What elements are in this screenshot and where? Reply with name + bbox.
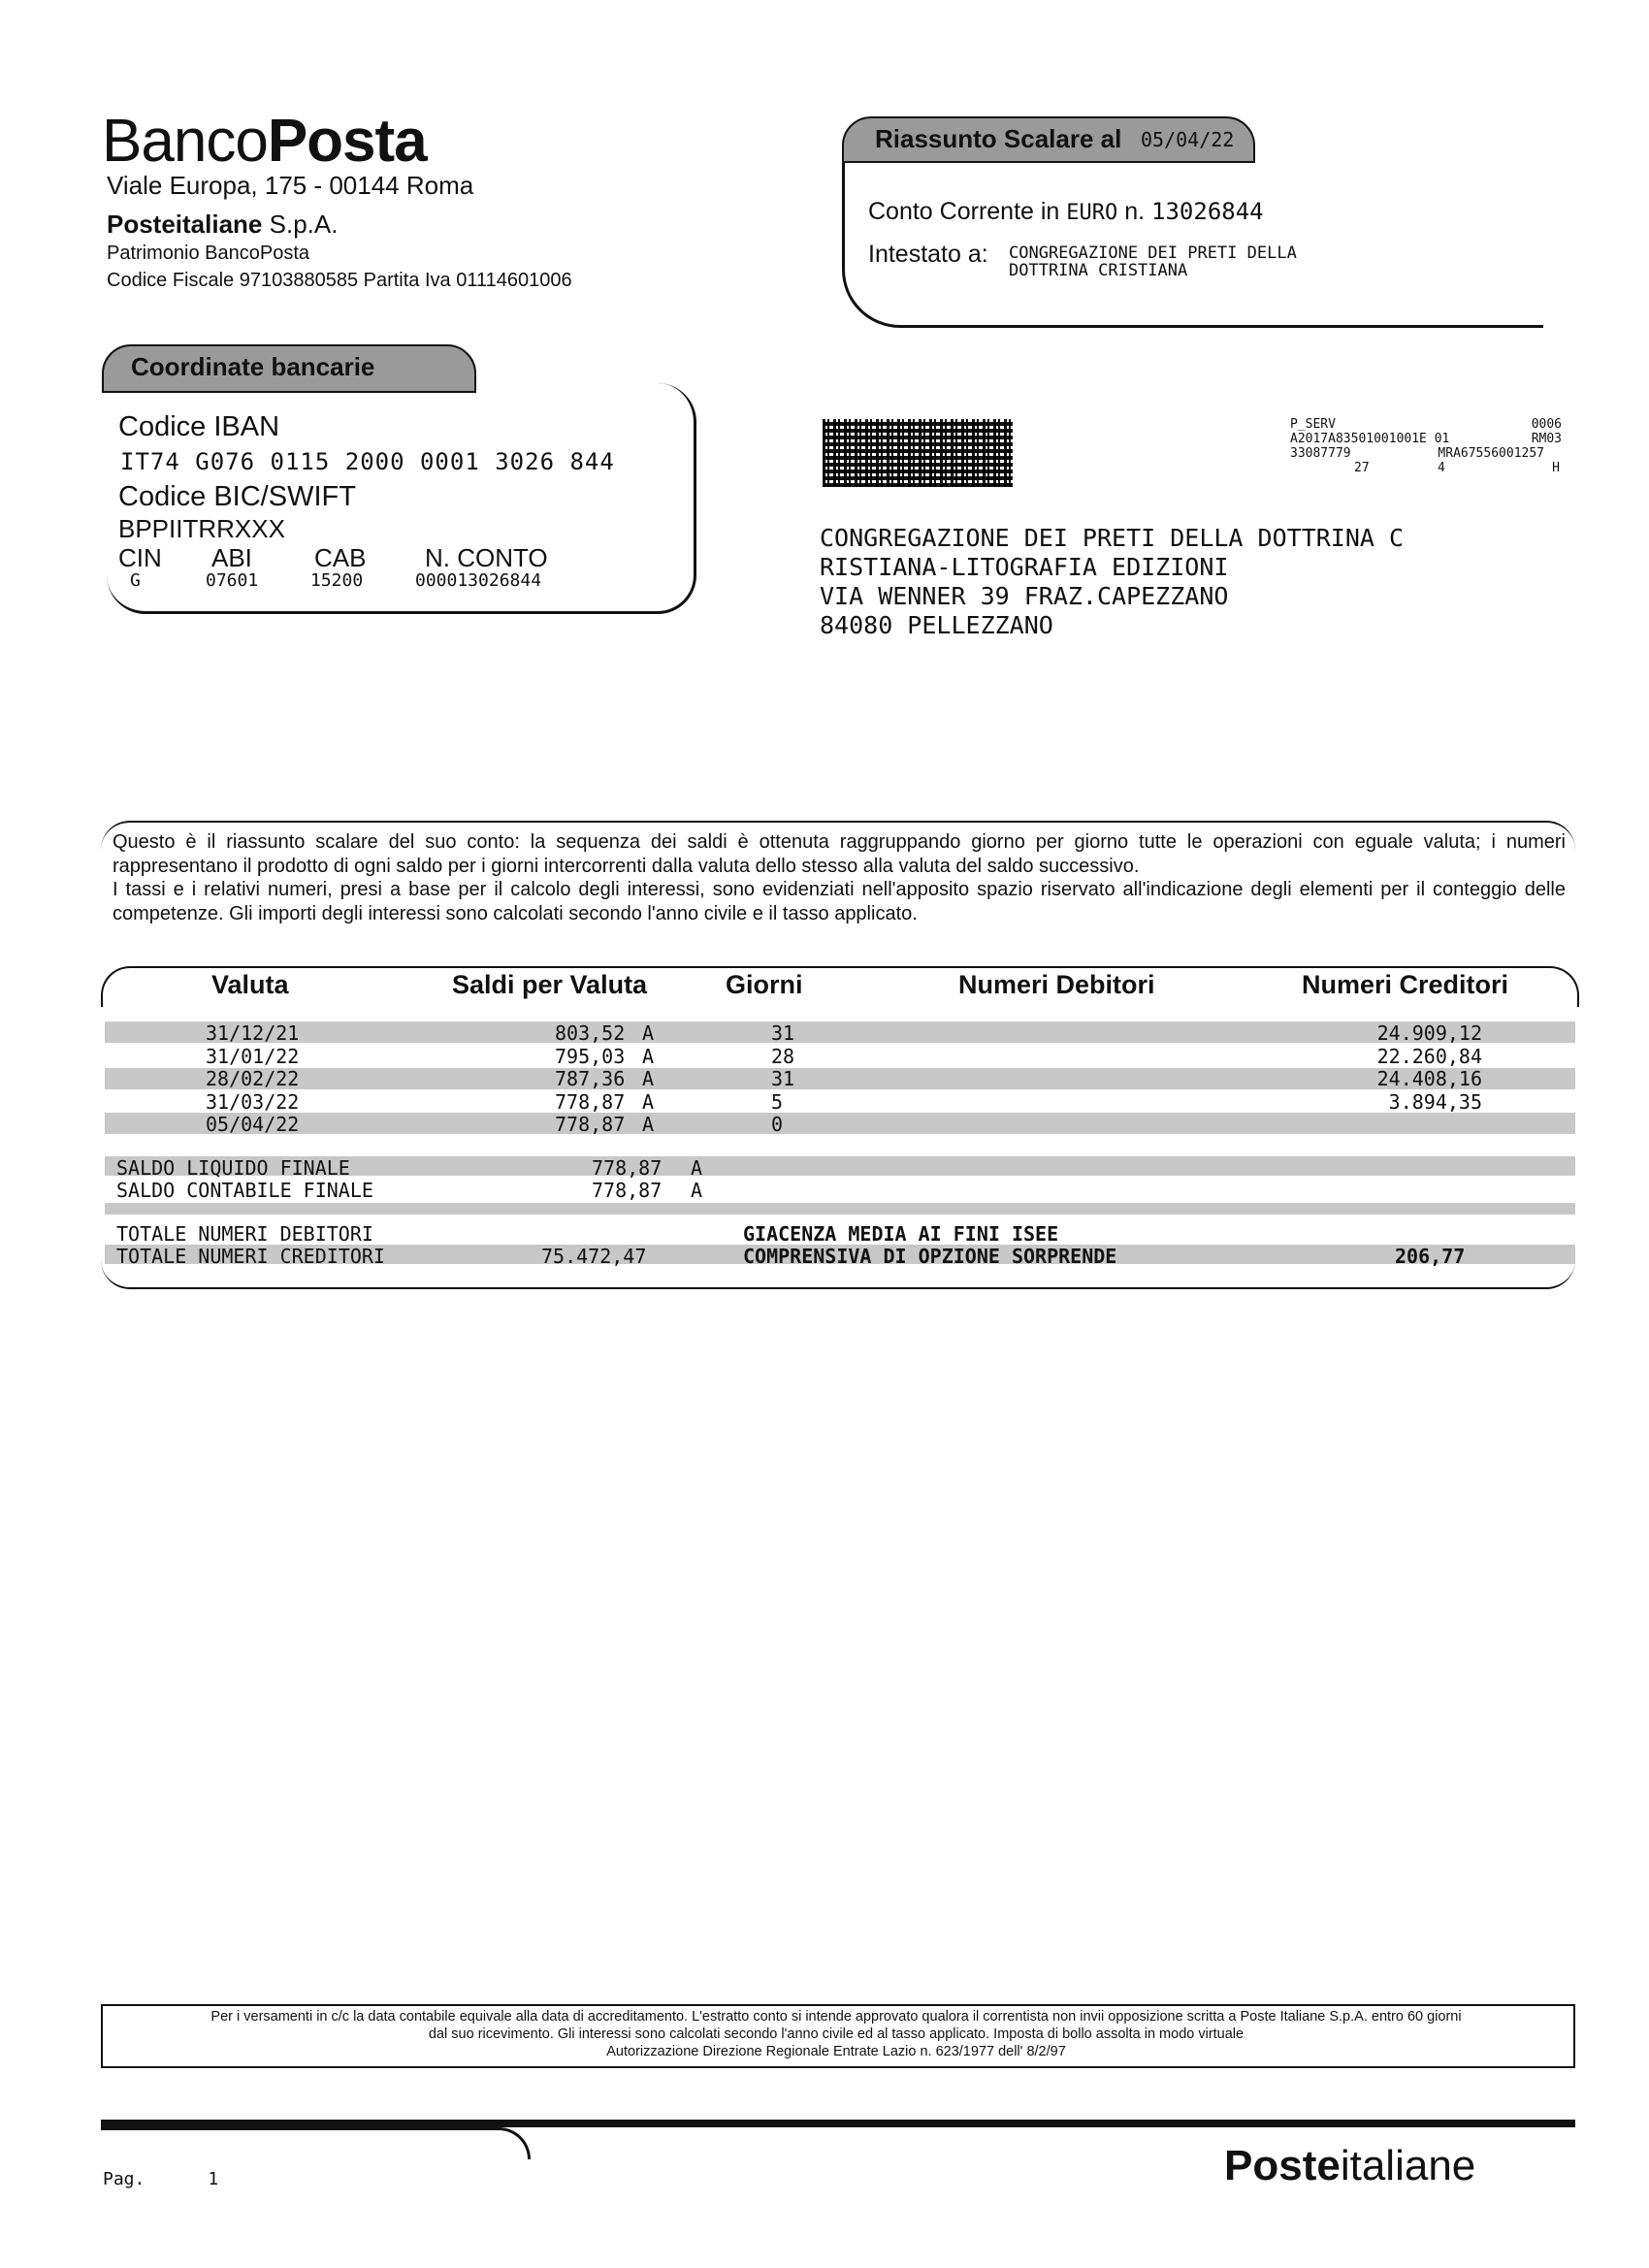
col-saldi: Saldi per Valuta bbox=[452, 970, 648, 999]
col-giorni: Giorni bbox=[726, 970, 803, 999]
iban-label: Codice IBAN bbox=[118, 411, 280, 442]
summary-tab bbox=[842, 116, 1255, 163]
col-valuta: Valuta bbox=[211, 970, 289, 999]
row-band bbox=[105, 1203, 1575, 1215]
cell-segno: A bbox=[642, 1044, 655, 1068]
cell-valuta: 31/01/22 bbox=[206, 1044, 300, 1068]
col-debitori: Numeri Debitori bbox=[958, 970, 1155, 999]
cell-saldo: 778,87 bbox=[555, 1089, 626, 1114]
service-codes: P_SERV 0006 A2017A83501001001E 01 RM03 33087779 MRA67556001257 27 4 H bbox=[1290, 417, 1562, 475]
coordinates-title: Coordinate bancarie bbox=[131, 352, 375, 381]
cell-giorni: 28 bbox=[771, 1044, 795, 1068]
recipient-address: CONGREGAZIONE DEI PRETI DELLA DOTTRINA C RISTIANA-LITOGRAFIA EDIZIONI VIA WENNER 39 FRAZ.CAPEZZANO 84080 PELLEZZANO bbox=[820, 524, 1405, 639]
cell-giorni: 31 bbox=[771, 1067, 795, 1090]
cab-label: CAB bbox=[314, 543, 367, 572]
conto-line: Conto Corrente in EURO n. 13026844 bbox=[868, 198, 1264, 225]
cell-segno: A bbox=[642, 1089, 655, 1114]
cell-giorni: 0 bbox=[771, 1113, 784, 1136]
footer-notice: Per i versamenti in c/c la data contabile equivale alla data di accreditamento. L'estratto conto si intende approvato qualora il correntista non invii opposizione scritta a Poste Italiane S.p.A. entro 60 giorni dal suo ricevimento. Gli interessi sono calcolati secondo l'anno civile ed al tasso applicato. Imposta di bollo assolta in modo virtuale Autorizzazione Direzione Regionale Entrate Lazio n. 623/1977 dell' 8/2/97 bbox=[210, 2009, 1462, 2059]
fiscal-code: Codice Fiscale 97103880585 Partita Iva 01114601006 bbox=[107, 270, 572, 291]
cell-saldo: 778,87 bbox=[555, 1113, 626, 1136]
cab-value: 15200 bbox=[310, 570, 364, 591]
conto-label: N. CONTO bbox=[425, 543, 548, 572]
giacenza-label-2: COMPRENSIVA DI OPZIONE SORPRENDE bbox=[743, 1245, 1117, 1268]
bancoposta-logo: BancoPosta bbox=[102, 108, 427, 175]
cell-creditori: 24.408,16 bbox=[1376, 1067, 1482, 1090]
row-band bbox=[105, 1021, 1575, 1043]
row-band bbox=[105, 1068, 1575, 1089]
cin-label: CIN bbox=[118, 543, 162, 572]
tot-creditori-label: TOTALE NUMERI CREDITORI bbox=[116, 1245, 385, 1268]
cell-segno: A bbox=[642, 1067, 655, 1090]
bic-value: BPPIITRRXXX bbox=[118, 514, 285, 543]
description-text: Questo è il riassunto scalare del suo conto: la sequenza dei saldi è ottenuta raggruppando giorno per giorno tutte le operazioni con eguale valuta; i numeri rappresentano il prodotto di ogni saldo per i giorni intercorrenti dalla valuta dello stesso alla valuta del saldo successivo. I tassi e i relativi numeri, presi a base per il calcolo degli interessi, sono evidenziati nell'apposito spazio riservato all'indicazione degli elementi per il conteggio delle competenze. Gli importi degli interessi sono calcolati secondo l'anno civile e il tasso applicato. bbox=[113, 831, 1566, 924]
account-holder: CONGREGAZIONE DEI PRETI DELLA DOTTRINA CRISTIANA bbox=[1009, 243, 1297, 280]
saldo-liquido-label: SALDO LIQUIDO FINALE bbox=[116, 1156, 350, 1180]
iban-value: IT74 G076 0115 2000 0001 3026 844 bbox=[120, 448, 615, 475]
cell-creditori: 24.909,12 bbox=[1376, 1021, 1482, 1045]
summary-box bbox=[842, 146, 1543, 328]
cell-valuta: 31/12/21 bbox=[206, 1021, 300, 1045]
cell-saldo: 787,36 bbox=[555, 1067, 626, 1090]
row-band bbox=[105, 1113, 1575, 1134]
tot-creditori-value: 75.472,47 bbox=[541, 1245, 647, 1268]
conto-value: 000013026844 bbox=[415, 570, 542, 591]
abi-value: 07601 bbox=[206, 570, 259, 591]
cin-value: G bbox=[130, 570, 141, 591]
saldo-liquido-value: 778,87 bbox=[592, 1156, 663, 1180]
cell-giorni: 5 bbox=[771, 1089, 784, 1114]
cell-valuta: 05/04/22 bbox=[206, 1113, 300, 1136]
abi-label: ABI bbox=[211, 543, 252, 572]
saldo-contabile-value: 778,87 bbox=[592, 1179, 663, 1202]
giacenza-value: 206,77 bbox=[1395, 1245, 1466, 1268]
account-number: 13026844 bbox=[1151, 198, 1264, 225]
saldo-contabile-label: SALDO CONTABILE FINALE bbox=[116, 1179, 373, 1202]
page-indicator: Pag. 1 bbox=[103, 2169, 219, 2189]
tot-debitori-label: TOTALE NUMERI DEBITORI bbox=[116, 1222, 373, 1246]
cell-saldo: 795,03 bbox=[555, 1044, 626, 1068]
bic-label: Codice BIC/SWIFT bbox=[118, 481, 356, 512]
saldo-contabile-sign: A bbox=[691, 1179, 703, 1202]
coordinates-tab bbox=[102, 344, 476, 393]
bottom-curve bbox=[101, 2127, 531, 2159]
intestato-label: Intestato a: bbox=[868, 241, 988, 268]
giacenza-label-1: GIACENZA MEDIA AI FINI ISEE bbox=[743, 1222, 1059, 1246]
patrimonio-label: Patrimonio BancoPosta bbox=[107, 243, 310, 264]
company-name: Posteitaliane S.p.A. bbox=[107, 210, 339, 239]
cell-creditori: 22.260,84 bbox=[1376, 1044, 1482, 1068]
saldo-liquido-sign: A bbox=[691, 1156, 703, 1180]
summary-title: Riassunto Scalare al bbox=[875, 124, 1122, 153]
cell-valuta: 31/03/22 bbox=[206, 1089, 300, 1114]
col-creditori: Numeri Creditori bbox=[1302, 970, 1509, 999]
posteitaliane-logo: Posteitaliane bbox=[1224, 2142, 1476, 2189]
bottom-divider bbox=[101, 2120, 1575, 2127]
cell-segno: A bbox=[642, 1021, 655, 1045]
cell-segno: A bbox=[642, 1113, 655, 1136]
cell-giorni: 31 bbox=[771, 1021, 795, 1045]
bank-address: Viale Europa, 175 - 00144 Roma bbox=[107, 171, 474, 200]
summary-date: 05/04/22 bbox=[1141, 128, 1235, 151]
cell-creditori: 3.894,35 bbox=[1388, 1089, 1482, 1114]
datamatrix-barcode bbox=[823, 419, 1013, 487]
cell-valuta: 28/02/22 bbox=[206, 1067, 300, 1090]
cell-saldo: 803,52 bbox=[555, 1021, 626, 1045]
